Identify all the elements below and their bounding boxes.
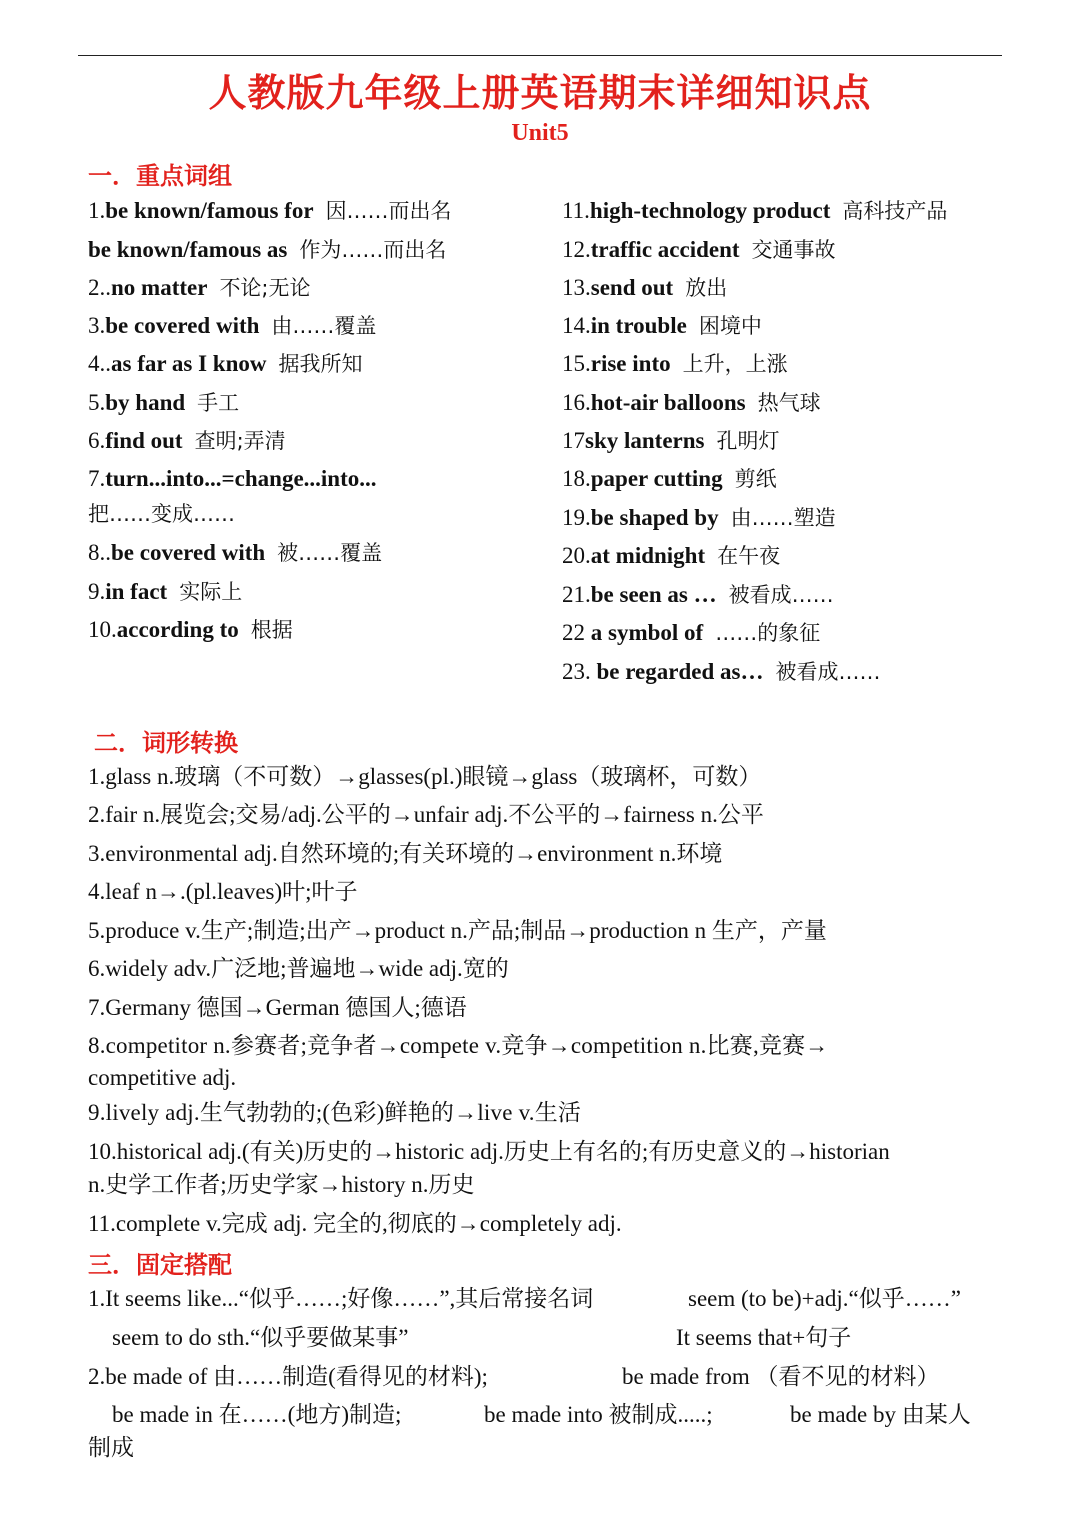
word-form-line: n.史学工作者;历史学家→history n.历史 — [88, 1172, 475, 1197]
word-form-line: 6.widely adv.广泛地;普遍地→wide adj.宽的 — [88, 956, 509, 981]
word-form-line: 3.environmental adj.自然环境的;有关环境的→environment n.环境 — [88, 841, 723, 866]
item-number: 5. — [88, 390, 106, 415]
chinese-meaning: ……的象征 — [715, 621, 821, 645]
english-phrase: rise into — [590, 351, 671, 376]
chinese-meaning: 查明;弄清 — [194, 429, 286, 453]
english-phrase: paper cutting — [590, 466, 723, 491]
phrase-left-item — [88, 577, 242, 607]
phrase-right-item — [562, 349, 788, 379]
section-heading-collocations: 三．固定搭配 — [88, 1251, 232, 1279]
word-form-line: 9.lively adj.生气勃勃的;(色彩)鲜艳的→live v.生活 — [88, 1100, 582, 1125]
item-number: 15. — [562, 351, 591, 376]
phrase-left-item — [88, 196, 452, 226]
word-form-line: 11.complete v.完成 adj. 完全的,彻底的→completely adj. — [88, 1211, 622, 1236]
top-rule — [78, 55, 1002, 56]
chinese-meaning: 被看成…… — [728, 583, 834, 607]
collocation-line: be made into 被制成.....; — [484, 1402, 713, 1427]
collocation-line: seem (to be)+adj.“似乎……” — [688, 1286, 961, 1311]
chinese-meaning: 被看成…… — [775, 660, 881, 684]
english-phrase: find out — [105, 428, 183, 453]
english-phrase: be covered with — [105, 313, 260, 338]
phrase-right-item — [562, 503, 836, 533]
english-phrase: according to — [116, 617, 239, 642]
word-form-line: 8.competitor n.参赛者;竞争者→compete v.竞争→competition n.比赛,竞赛→ — [88, 1033, 829, 1058]
chinese-meaning: 由……塑造 — [730, 506, 836, 530]
word-form-line: 2.fair n.展览会;交易/adj.公平的→unfair adj.不公平的→fairness n.公平 — [88, 802, 764, 827]
item-number: 20. — [562, 543, 591, 568]
page-title: 人教版九年级上册英语期末详细知识点 — [208, 71, 872, 115]
collocation-line: be made by 由某人 — [790, 1402, 971, 1427]
phrase-right-item — [562, 388, 821, 418]
chinese-meaning: 据我所知 — [278, 352, 363, 376]
item-number: 1. — [88, 198, 106, 223]
english-phrase: send out — [590, 275, 674, 300]
chinese-meaning: 困境中 — [698, 314, 762, 338]
english-phrase: turn...into...=change...into... — [105, 466, 377, 491]
item-number: 18. — [562, 466, 591, 491]
item-number: 3. — [88, 313, 106, 338]
item-number: 23. — [562, 659, 597, 684]
phrase-left-item — [88, 388, 239, 418]
item-number: 6. — [88, 428, 106, 453]
phrase-right-item — [562, 618, 820, 648]
phrase-right-item — [562, 657, 880, 687]
section-heading-key-phrases: 一．重点词组 — [88, 162, 232, 190]
collocation-line: 2.be made of 由……制造(看得见的材料); — [88, 1364, 488, 1389]
english-phrase: traffic accident — [590, 237, 740, 262]
item-number: 13. — [562, 275, 591, 300]
phrase-right-item — [562, 235, 836, 265]
chinese-meaning: 在午夜 — [717, 544, 781, 568]
phrase-right-item — [562, 273, 727, 303]
english-phrase: by hand — [105, 390, 186, 415]
chinese-meaning: 作为……而出名 — [299, 238, 447, 262]
collocation-line: be made in 在……(地方)制造; — [112, 1402, 402, 1427]
item-number: 9. — [88, 579, 106, 604]
english-phrase: be shaped by — [590, 505, 719, 530]
item-number: 10. — [88, 617, 117, 642]
phrase-left-item — [88, 235, 446, 265]
phrase-right-item — [562, 464, 777, 494]
item-number: 21. — [562, 582, 591, 607]
english-phrase: be seen as … — [590, 582, 717, 607]
word-form-line: 7.Germany 德国→German 德国人;德语 — [88, 995, 467, 1020]
chinese-meaning: 剪纸 — [734, 467, 777, 491]
english-phrase: in fact — [105, 579, 168, 604]
chinese-meaning: 因……而出名 — [325, 199, 452, 223]
chinese-meaning: 实际上 — [179, 580, 243, 604]
item-number: 7. — [88, 466, 106, 491]
collocation-line: 1.It seems like...“似乎……;好像……”,其后常接名词 — [88, 1286, 594, 1311]
chinese-meaning: 放出 — [685, 276, 728, 300]
phrase-left-item — [88, 464, 377, 494]
chinese-meaning: 把……变成…… — [88, 502, 235, 526]
section-heading-word-forms: 二．词形转换 — [94, 729, 238, 757]
english-phrase: sky lanterns — [585, 428, 705, 453]
item-number: 8.. — [88, 540, 111, 565]
phrase-right-item — [562, 580, 834, 610]
collocation-line: 制成 — [88, 1435, 134, 1460]
english-phrase: be known/famous for — [105, 198, 314, 223]
chinese-meaning: 被……覆盖 — [277, 541, 383, 565]
collocation-line: be made from （看不见的材料） — [622, 1364, 940, 1389]
word-form-line: 4.leaf n→.(pl.leaves)叶;叶子 — [88, 879, 358, 904]
word-form-line: 10.historical adj.(有关)历史的→historic adj.历史上有名的;有历史意义的→historian — [88, 1139, 890, 1164]
english-phrase: no matter — [111, 275, 208, 300]
chinese-meaning: 由……覆盖 — [271, 314, 377, 338]
word-form-line: 1.glass n.玻璃（不可数）→glasses(pl.)眼镜→glass（玻璃杯，可数） — [88, 764, 762, 789]
phrase-left-item — [88, 499, 235, 529]
english-phrase: as far as I know — [111, 351, 267, 376]
chinese-meaning: 手工 — [197, 391, 240, 415]
item-number: 11. — [562, 198, 590, 223]
phrase-left-item — [88, 349, 363, 379]
chinese-meaning: 根据 — [250, 618, 293, 642]
phrase-right-item — [562, 311, 762, 341]
item-number: 19. — [562, 505, 591, 530]
chinese-meaning: 高科技产品 — [842, 199, 948, 223]
item-number: 2.. — [88, 275, 111, 300]
item-number: 14. — [562, 313, 591, 338]
phrase-left-item — [88, 311, 376, 341]
item-number: 12. — [562, 237, 591, 262]
phrase-left-item — [88, 426, 286, 456]
word-form-line: competitive adj. — [88, 1065, 237, 1090]
english-phrase: be covered with — [111, 540, 266, 565]
english-phrase: high-technology product — [589, 198, 831, 223]
collocation-line: seem to do sth.“似乎要做某事” — [112, 1325, 409, 1350]
english-phrase: be regarded as… — [596, 659, 764, 684]
english-phrase: hot-air balloons — [590, 390, 746, 415]
word-form-line: 5.produce v.生产;制造;出产→product n.产品;制品→production n 生产，产量 — [88, 918, 827, 943]
english-phrase: at midnight — [590, 543, 706, 568]
chinese-meaning: 交通事故 — [751, 238, 836, 262]
chinese-meaning: 上升，上涨 — [682, 352, 788, 376]
phrase-right-item — [562, 196, 947, 226]
item-number: 17 — [562, 428, 585, 453]
chinese-meaning: 不论;无论 — [219, 276, 311, 300]
phrase-right-item — [562, 426, 780, 456]
item-number: 4.. — [88, 351, 111, 376]
phrase-right-item — [562, 541, 780, 571]
english-phrase: in trouble — [590, 313, 687, 338]
chinese-meaning: 孔明灯 — [716, 429, 780, 453]
phrase-left-item — [88, 538, 382, 568]
unit-heading: Unit5 — [511, 120, 569, 146]
collocation-line: It seems that+句子 — [676, 1325, 852, 1350]
english-phrase: be known/famous as — [88, 237, 288, 262]
item-number: 22 — [562, 620, 591, 645]
item-number: 16. — [562, 390, 591, 415]
phrase-left-item — [88, 273, 311, 303]
phrase-left-item — [88, 615, 293, 645]
english-phrase: a symbol of — [590, 620, 704, 645]
chinese-meaning: 热气球 — [757, 391, 821, 415]
